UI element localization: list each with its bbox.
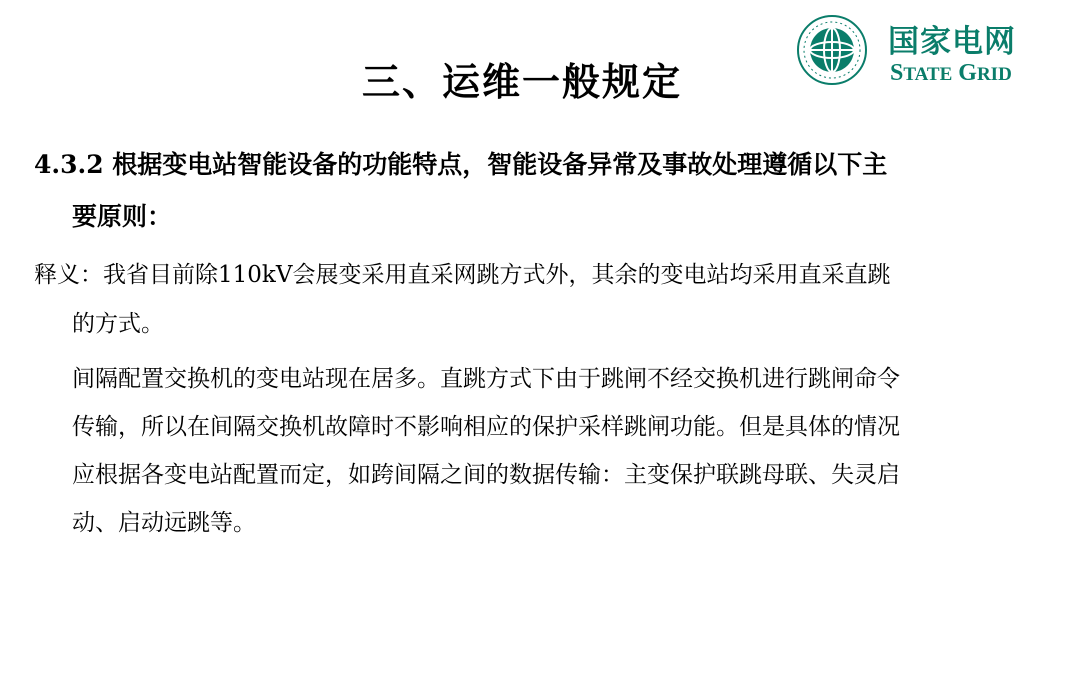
detail-line-4: 动、启动远跳等。: [72, 510, 256, 536]
detail-line-3: 应根据各变电站配置而定，如跨间隔之间的数据传输：主变保护联跳母联、失灵启: [72, 462, 900, 488]
explanation-line-2: 的方式。: [72, 311, 164, 337]
logo-english-name: STATE GRID: [890, 60, 1012, 86]
explanation-line-1: 释义：我省目前除110kV会展变采用直采网跳方式外，其余的变电站均采用直采直跳: [34, 262, 891, 288]
rule-paragraph-line-2: 要原则：: [72, 202, 173, 231]
rule-paragraph-line-1: 4.3.2 根据变电站智能设备的功能特点，智能设备异常及事故处理遵循以下主: [34, 150, 888, 179]
page-title: 三、运维一般规定: [361, 60, 682, 104]
logo-chinese-name: 国家电网: [888, 24, 1016, 60]
detail-line-2: 传输，所以在间隔交换机故障时不影响相应的保护采样跳闸功能。但是具体的情况: [72, 414, 900, 440]
detail-line-1: 间隔配置交换机的变电站现在居多。直跳方式下由于跳闸不经交换机进行跳闸命令: [72, 366, 900, 392]
